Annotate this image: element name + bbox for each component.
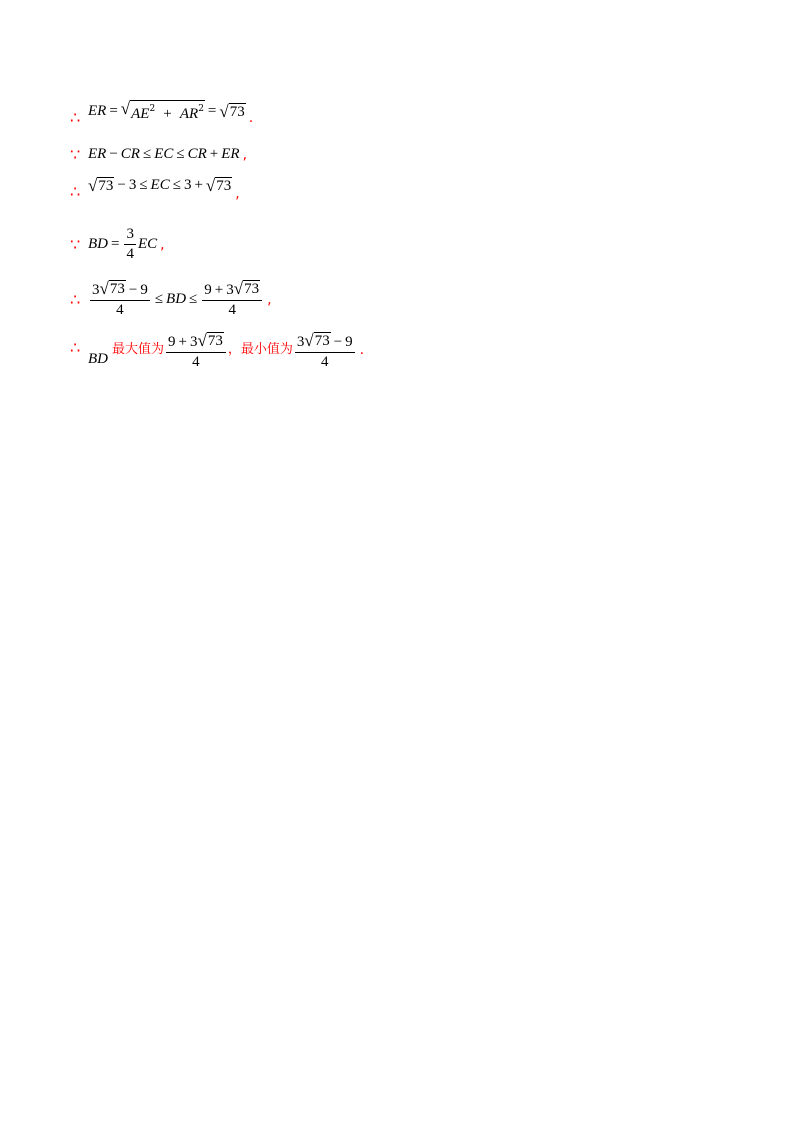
var-er: ER — [88, 103, 107, 119]
le-sign: ≤ — [154, 291, 164, 307]
denominator: 4 — [321, 354, 329, 370]
var-ec: EC — [137, 236, 158, 252]
line-6 — [70, 332, 364, 371]
number-73: 73 — [229, 103, 245, 120]
var-cr: CR — [187, 146, 207, 162]
plus-sign: + — [163, 106, 172, 122]
radical-icon: √ — [304, 331, 314, 350]
sqrt-73: √ 73 — [304, 331, 330, 350]
numerator: 9 + 3 √ 73 — [202, 280, 262, 301]
numerator: 9 + 3 √ 73 — [166, 332, 226, 353]
minus-sign: − — [109, 146, 118, 162]
denominator: 4 — [192, 354, 200, 370]
fraction-upper-bound — [202, 280, 262, 319]
line-4 — [70, 226, 165, 263]
numerator: 3 √ 73 − 9 — [90, 280, 150, 301]
radical-icon: √ — [197, 331, 207, 350]
line-1 — [70, 99, 254, 127]
equals-sign: = — [207, 103, 217, 119]
le-sign: ≤ — [176, 146, 185, 162]
line-5 — [70, 280, 272, 319]
comma: , — [235, 185, 240, 202]
minus-sign: − — [117, 177, 126, 193]
numerator: 3 √ 73 − 9 — [295, 332, 355, 353]
comma: , — [242, 146, 248, 163]
line-2 — [70, 145, 247, 164]
because-symbol: ∵ — [70, 235, 81, 254]
therefore-symbol: ∴ — [70, 182, 81, 201]
number-73: 73 — [216, 177, 232, 194]
radical-icon: √ — [205, 175, 216, 195]
var-er: ER — [221, 146, 240, 162]
therefore-symbol: ∴ — [70, 290, 81, 309]
radical-icon: √ — [219, 101, 229, 121]
radical-icon: √ — [99, 279, 109, 298]
radical-icon: √ — [233, 279, 244, 298]
sqrt-73: √ 73 — [197, 331, 223, 350]
radical-icon: √ — [120, 99, 131, 118]
period: . — [248, 109, 254, 126]
sqrt-73: √ 73 — [233, 279, 260, 298]
le-sign: ≤ — [172, 177, 181, 193]
comma: , — [160, 236, 165, 253]
le-sign: ≤ — [139, 177, 148, 193]
var-bd: BD — [88, 351, 108, 367]
equals-sign: = — [111, 236, 120, 252]
var-er: ER — [88, 146, 107, 162]
denominator: 4 — [126, 246, 134, 262]
denominator: 4 — [228, 302, 236, 318]
min-value-label: ，最小值为 — [227, 342, 293, 357]
number-3: 3 — [183, 177, 192, 193]
var-cr: CR — [120, 146, 140, 162]
therefore-symbol: ∴ — [70, 338, 81, 357]
denominator: 4 — [116, 302, 124, 318]
line-3 — [70, 175, 240, 202]
le-sign: ≤ — [189, 291, 198, 307]
max-value-label: 最大值为 — [112, 342, 165, 357]
sqrt-73: √ 73 — [99, 279, 125, 298]
var-ec: EC — [150, 177, 170, 193]
plus-sign: + — [194, 177, 203, 193]
number-3: 3 — [128, 177, 137, 193]
var-bd: BD — [166, 291, 187, 307]
fraction-min — [295, 332, 355, 371]
var-bd: BD — [88, 236, 108, 252]
numerator: 3 — [124, 226, 136, 245]
plus-sign: + — [209, 146, 219, 162]
because-symbol: ∵ — [70, 145, 81, 164]
fraction-three-quarters — [124, 226, 136, 263]
therefore-symbol: ∴ — [70, 108, 81, 127]
exponent: 2 — [149, 104, 156, 114]
exponent: 2 — [198, 104, 204, 114]
sqrt-73 — [88, 177, 114, 195]
comma: , — [267, 291, 272, 308]
number-73: 73 — [98, 177, 114, 194]
fraction-max — [166, 332, 226, 371]
var-ec: EC — [154, 146, 174, 162]
le-sign: ≤ — [142, 146, 152, 162]
var-ae: AE — [131, 106, 150, 122]
period: . — [359, 341, 365, 358]
sqrt-73 — [219, 103, 245, 121]
fraction-lower-bound — [90, 280, 150, 319]
equals-sign: = — [109, 103, 118, 119]
var-ar: AR — [179, 106, 199, 122]
radical-icon: √ — [88, 175, 98, 195]
sqrt-ae-ar — [121, 100, 205, 123]
sqrt-73 — [206, 177, 232, 195]
